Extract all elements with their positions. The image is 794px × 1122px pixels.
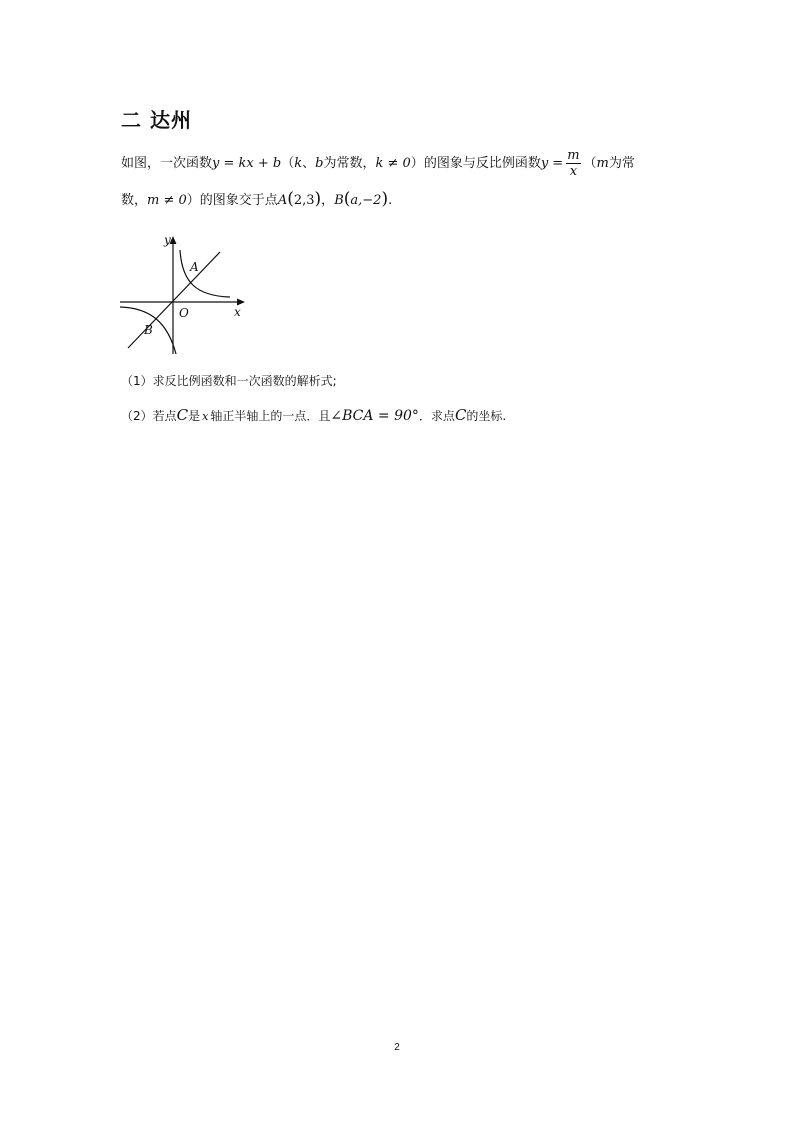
point-b-label: B [334, 193, 344, 208]
question-text: （2）若点 [121, 409, 177, 423]
function-graph-figure [118, 230, 248, 358]
var-x: x [202, 410, 209, 423]
fraction-denominator: x [569, 164, 578, 179]
problem-text: 数， [121, 193, 148, 208]
problem-line-1 [121, 148, 635, 179]
comma: ， [321, 193, 335, 208]
section-heading: 二 达州 [121, 108, 192, 132]
question-text: 是 [188, 409, 201, 423]
problem-text: 为常 [608, 156, 635, 171]
fraction-numerator: m [567, 148, 580, 163]
problem-text: 的图象交于点 [199, 193, 278, 208]
k-not-zero: k ≠ 0 [375, 156, 411, 171]
point-a-coords: 2,3 [293, 193, 315, 208]
var-k: k [294, 156, 303, 171]
var-m: m [596, 156, 609, 171]
angle-expression: ∠BCA = 90° [330, 408, 419, 424]
linear-function-line [128, 252, 220, 348]
problem-line-2: 数，m ≠ 0）的图象交于点A(2,3)，B(a,−2). [121, 189, 393, 209]
y-axis-label: y [164, 233, 171, 247]
m-not-zero: m ≠ 0 [147, 193, 187, 208]
question-2 [121, 406, 506, 426]
constant-text: 为常数， [323, 156, 376, 171]
point-b-label: B [144, 323, 153, 337]
paren-close: ） [410, 156, 424, 171]
question-text: 的坐标. [466, 409, 507, 423]
problem-text: 的图象与反比例函数 [423, 156, 541, 171]
question-1: （1）求反比例函数和一次函数的解析式; [121, 374, 337, 388]
point-a-label: A [190, 260, 199, 274]
point-c-label: C [176, 406, 189, 424]
fraction-m-over-x [566, 148, 580, 179]
question-text: ．求点 [418, 409, 455, 423]
question-text: 轴正半轴上的一点．且 [210, 409, 331, 423]
var-b: b [315, 156, 324, 171]
origin-label: O [179, 306, 189, 320]
separator: 、 [302, 156, 316, 171]
point-b-coords: a,−2 [350, 193, 382, 208]
paren-close: ） [186, 193, 200, 208]
problem-text: 如图，一次函数 [121, 156, 213, 171]
paren-open: （ [281, 156, 295, 171]
page-number: 2 [394, 1042, 400, 1053]
linear-function-expr: y = kx + b [212, 156, 282, 171]
inverse-func-lhs: y = [540, 156, 564, 171]
hyperbola-branch-q1 [180, 250, 230, 297]
period: . [388, 193, 393, 208]
x-axis-label: x [234, 305, 241, 319]
point-c-label: C [454, 406, 467, 424]
point-a-label: A [277, 193, 288, 208]
paren-open: （ [583, 156, 597, 171]
